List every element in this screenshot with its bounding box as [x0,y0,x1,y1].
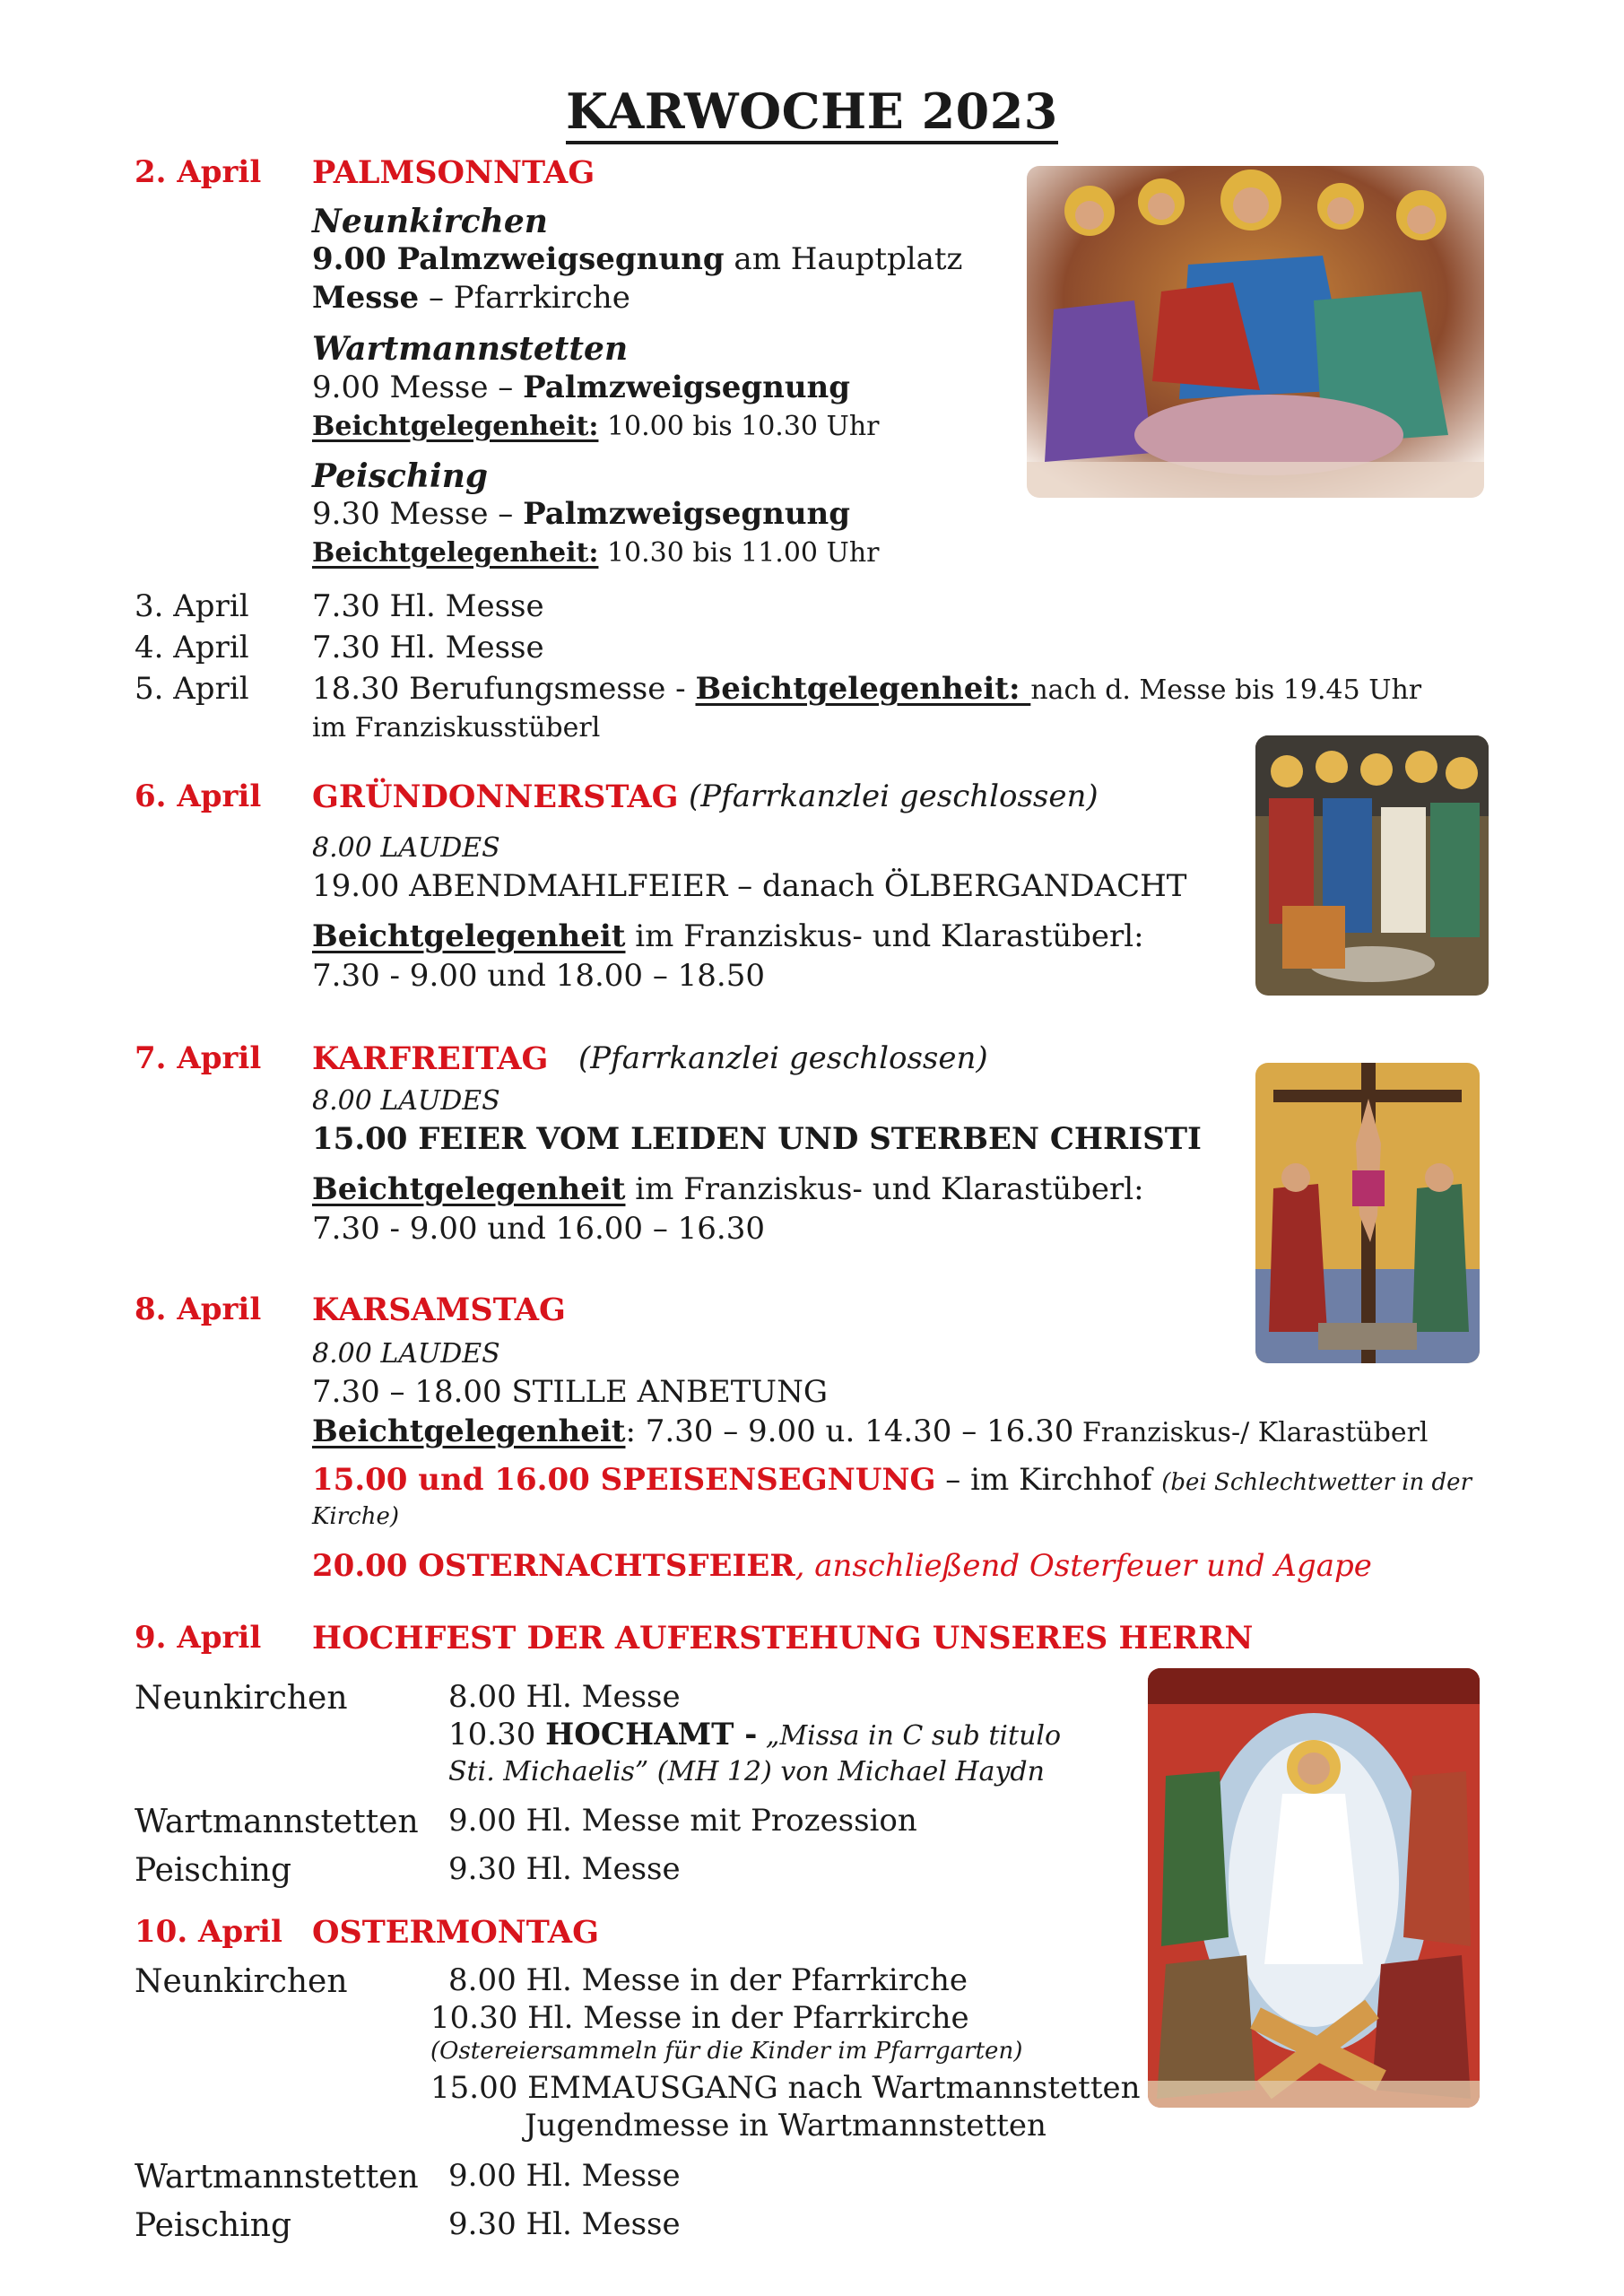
saturday-confession: Beichtgelegenheit: 7.30 – 9.00 u. 14.30 – 16.30 Franziskus-/ Klarastüberl [312,1413,1429,1449]
mass-april-3: 7.30 Hl. Messe [312,588,544,624]
easter-high-mass-composer: Sti. Michaelis” (MH 12) von Michael Haydn [448,1756,1045,1787]
date-friday: 7. April [135,1040,262,1076]
place-neunkirchen: Neunkirchen [312,203,548,240]
easter-place-wartmannstetten: Wartmannstetten [135,1804,419,1840]
palm-peisching-confession: Beichtgelegenheit: 10.30 bis 11.00 Uhr [312,537,880,569]
thursday-laudes: 8.00 LAUDES [312,832,500,864]
palm-wartmannstetten-confession: Beichtgelegenheit: 10.00 bis 10.30 Uhr [312,411,880,442]
place-peisching: Peisching [312,457,489,495]
thursday-confession-times: 7.30 - 9.00 und 18.00 – 18.50 [312,958,765,994]
thursday-office-note: (Pfarrkanzlei geschlossen) [689,778,1099,814]
saturday-food-blessing: 15.00 und 16.00 SPEISENSEGNUNG – im Kirchhof (bei Schlechtwetter in der [312,1462,1472,1498]
date-easter: 9. April [135,1620,262,1656]
friday-main: 15.00 FEIER VOM LEIDEN UND STERBEN CHRISTI [312,1121,1202,1157]
palm-peisching-line1: 9.30 Messe – Palmzweigsegnung [312,496,851,532]
monday-mass-2: 10.30 Hl. Messe in der Pfarrkirche [430,2000,969,2036]
friday-laudes: 8.00 LAUDES [312,1085,500,1117]
saturday-laudes: 8.00 LAUDES [312,1338,500,1370]
easter-peisching-mass: 9.30 Hl. Messe [448,1851,681,1887]
monday-place-neunkirchen: Neunkirchen [135,1963,348,2000]
palm-neunkirchen-line2: Messe – Pfarrkirche [312,280,630,316]
monday-place-wartmannstetten: Wartmannstetten [135,2159,419,2196]
monday-youth-mass: Jugendmesse in Wartmannstetten [525,2108,1046,2144]
saturday-easter-vigil: 20.00 OSTERNACHTSFEIER, anschließend Osterfeuer und Agape [312,1548,1372,1584]
thursday-main: 19.00 ABENDMAHLFEIER – danach ÖLBERGANDACHT [312,868,1187,904]
monday-peisching-mass: 9.30 Hl. Messe [448,2206,681,2242]
vocation-mass: 18.30 Berufungsmesse - Beichtgelegenheit: nach d. Messe bis 19.45 Uhr [312,671,1422,707]
mass-april-4: 7.30 Hl. Messe [312,630,544,665]
easter-place-peisching: Peisching [135,1852,291,1889]
date-april-3: 3. April [135,588,249,624]
monday-egg-hunt-note: (Ostereiersammeln für die Kinder im Pfarrgarten) [430,2038,1023,2065]
monday-place-peisching: Peisching [135,2207,291,2244]
day-title-thursday: GRÜNDONNERSTAG [312,778,679,815]
day-title-friday: KARFREITAG [312,1040,549,1077]
resurrection-icon-image [1148,1668,1480,2108]
place-wartmannstetten: Wartmannstetten [312,330,629,368]
monday-wartmannstetten-mass: 9.00 Hl. Messe [448,2158,681,2194]
saturday-adoration: 7.30 – 18.00 STILLE ANBETUNG [312,1374,828,1410]
date-april-5: 5. April [135,671,249,707]
date-thursday: 6. April [135,778,262,814]
thursday-confession: Beichtgelegenheit im Franziskus- und Klarastüberl: [312,918,1144,954]
monday-emmaus-walk: 15.00 EMMAUSGANG nach Wartmannstetten [430,2070,1141,2106]
day-title-palm: PALMSONNTAG [312,154,595,191]
easter-high-mass: 10.30 HOCHAMT - „Missa in C sub titulo [448,1717,1062,1752]
palm-wartmannstetten-line1: 9.00 Messe – Palmzweigsegnung [312,370,851,405]
easter-neunkirchen-mass: 8.00 Hl. Messe [448,1679,681,1715]
easter-place-neunkirchen: Neunkirchen [135,1680,348,1717]
saturday-food-blessing-note: Kirche) [312,1503,400,1530]
page-title: KARWOCHE 2023 [0,83,1624,140]
date-easter-monday: 10. April [135,1914,282,1950]
vocation-mass-location: im Franziskusstüberl [312,712,601,744]
date-saturday: 8. April [135,1292,262,1327]
friday-office-note: (Pfarrkanzlei geschlossen) [578,1040,988,1076]
friday-confession-times: 7.30 - 9.00 und 16.00 – 16.30 [312,1211,765,1247]
friday-confession: Beichtgelegenheit im Franziskus- und Klarastüberl: [312,1171,1144,1207]
palm-neunkirchen-line1: 9.00 Palmzweigsegnung am Hauptplatz [312,241,963,277]
date-april-4: 4. April [135,630,249,665]
good-friday-icon-image [1255,1063,1480,1363]
day-title-easter: HOCHFEST DER AUFERSTEHUNG UNSERES HERRN [312,1620,1254,1657]
day-title-saturday: KARSAMSTAG [312,1292,566,1328]
day-title-easter-monday: OSTERMONTAG [312,1914,599,1951]
maundy-thursday-icon-image [1255,735,1489,996]
palm-sunday-icon-image [1027,166,1484,498]
easter-wartmannstetten-mass: 9.00 Hl. Messe mit Prozession [448,1803,917,1839]
date-palm: 2. April [135,154,262,190]
monday-mass-1: 8.00 Hl. Messe in der Pfarrkirche [448,1962,968,1998]
